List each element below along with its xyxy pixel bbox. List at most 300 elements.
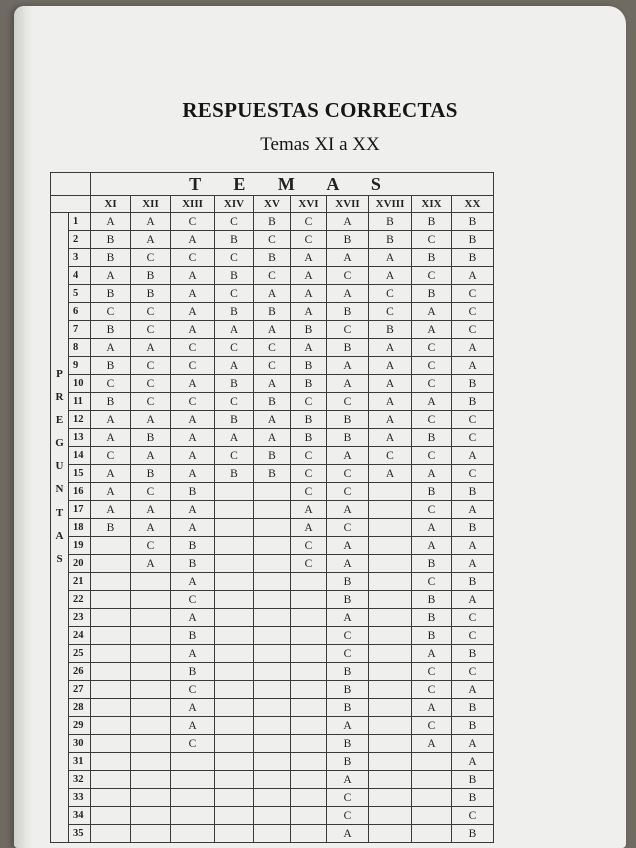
answer-cell: B	[327, 699, 369, 717]
column-header: XVII	[327, 196, 369, 213]
answer-cell	[131, 663, 171, 681]
question-number: 18	[69, 519, 91, 537]
answer-cell	[254, 771, 291, 789]
answer-cell: A	[452, 555, 494, 573]
answer-cell: B	[452, 249, 494, 267]
answer-cell	[254, 573, 291, 591]
answer-cell: C	[291, 483, 327, 501]
answer-cell	[369, 627, 412, 645]
answer-cell: A	[131, 411, 171, 429]
answer-cell: A	[327, 213, 369, 231]
answer-cell: A	[452, 501, 494, 519]
answer-cell	[291, 807, 327, 825]
answer-cell: A	[327, 555, 369, 573]
answer-cell: C	[452, 321, 494, 339]
question-number: 2	[69, 231, 91, 249]
answer-cell: B	[452, 699, 494, 717]
answer-cell: B	[327, 681, 369, 699]
answers-table	[50, 172, 494, 843]
answer-cell	[215, 609, 254, 627]
table-row	[51, 753, 494, 771]
column-header: XVIII	[369, 196, 412, 213]
answer-cell: A	[412, 735, 452, 753]
answer-cell	[131, 735, 171, 753]
answer-cell: C	[131, 303, 171, 321]
table-corner-lower	[51, 196, 91, 213]
answer-cell: A	[171, 447, 215, 465]
question-number: 26	[69, 663, 91, 681]
column-header: XI	[91, 196, 131, 213]
answer-cell	[215, 789, 254, 807]
answer-cell: A	[91, 429, 131, 447]
answer-cell: A	[171, 285, 215, 303]
answer-cell: A	[412, 393, 452, 411]
column-header: XV	[254, 196, 291, 213]
answer-cell: A	[452, 735, 494, 753]
answer-cell: A	[254, 375, 291, 393]
answer-cell: C	[452, 609, 494, 627]
answer-cell: B	[327, 411, 369, 429]
answer-cell: A	[171, 375, 215, 393]
answer-cell	[254, 699, 291, 717]
answer-cell	[131, 825, 171, 843]
answer-cell	[369, 789, 412, 807]
answer-cell	[91, 645, 131, 663]
answer-cell	[291, 645, 327, 663]
answer-cell	[215, 645, 254, 663]
answer-sheet-page	[14, 6, 626, 848]
question-number: 29	[69, 717, 91, 735]
answer-cell: B	[452, 231, 494, 249]
answer-cell: A	[131, 339, 171, 357]
question-number: 31	[69, 753, 91, 771]
answer-cell: C	[327, 393, 369, 411]
answer-cell	[369, 699, 412, 717]
answer-cell	[91, 627, 131, 645]
answer-cell: C	[327, 627, 369, 645]
answer-cell: A	[452, 267, 494, 285]
answer-cell: A	[369, 411, 412, 429]
table-row	[51, 627, 494, 645]
answer-cell: B	[291, 321, 327, 339]
answer-cell	[91, 717, 131, 735]
answer-cell	[171, 825, 215, 843]
answer-cell	[412, 789, 452, 807]
answer-cell: C	[412, 411, 452, 429]
answer-cell	[254, 807, 291, 825]
answer-cell: B	[452, 645, 494, 663]
answer-cell: A	[171, 303, 215, 321]
answer-cell: A	[171, 231, 215, 249]
answer-cell: C	[452, 627, 494, 645]
question-number: 21	[69, 573, 91, 591]
answer-cell	[291, 573, 327, 591]
side-label-letter: N	[55, 483, 64, 496]
answer-cell	[369, 573, 412, 591]
answer-cell: B	[215, 375, 254, 393]
question-number: 3	[69, 249, 91, 267]
answer-cell: C	[215, 393, 254, 411]
answer-cell: A	[412, 321, 452, 339]
side-label-letter: A	[55, 529, 64, 542]
answer-cell	[291, 681, 327, 699]
answer-cell: A	[412, 465, 452, 483]
answer-cell	[369, 753, 412, 771]
page-binding-shadow	[14, 6, 32, 848]
answer-cell: A	[91, 483, 131, 501]
answer-cell	[171, 771, 215, 789]
answer-cell	[291, 609, 327, 627]
answer-cell	[91, 609, 131, 627]
answer-cell	[215, 519, 254, 537]
answer-cell: A	[171, 717, 215, 735]
answer-cell: C	[291, 447, 327, 465]
page-title: RESPUESTAS CORRECTAS	[182, 98, 458, 122]
answer-cell: B	[254, 393, 291, 411]
table-row	[51, 825, 494, 843]
answer-cell: A	[327, 249, 369, 267]
answer-cell: B	[452, 393, 494, 411]
answer-cell: C	[327, 519, 369, 537]
answer-cell	[215, 555, 254, 573]
question-number: 15	[69, 465, 91, 483]
answer-cell	[412, 825, 452, 843]
answer-cell: B	[254, 249, 291, 267]
answer-cell	[254, 825, 291, 843]
answer-cell: A	[452, 447, 494, 465]
answer-cell: C	[291, 555, 327, 573]
answer-cell	[171, 789, 215, 807]
answer-cell: C	[412, 717, 452, 735]
answer-cell: B	[452, 375, 494, 393]
answer-cell: C	[327, 645, 369, 663]
question-number: 27	[69, 681, 91, 699]
answer-cell: C	[215, 249, 254, 267]
answer-cell	[91, 681, 131, 699]
answer-cell	[215, 717, 254, 735]
answer-cell: B	[452, 573, 494, 591]
answers-body	[51, 213, 494, 843]
answer-cell: C	[131, 249, 171, 267]
answer-cell: B	[412, 555, 452, 573]
answer-cell	[91, 699, 131, 717]
answer-cell: A	[91, 411, 131, 429]
answer-cell: B	[91, 321, 131, 339]
answer-cell: B	[291, 429, 327, 447]
answer-cell: A	[131, 213, 171, 231]
answer-cell	[215, 825, 254, 843]
question-number: 22	[69, 591, 91, 609]
answer-cell: C	[171, 339, 215, 357]
answer-cell: A	[291, 339, 327, 357]
answer-cell	[215, 501, 254, 519]
question-number: 17	[69, 501, 91, 519]
answer-cell	[215, 735, 254, 753]
table-row	[51, 339, 494, 357]
question-number: 13	[69, 429, 91, 447]
answer-cell: B	[171, 537, 215, 555]
table-row	[51, 537, 494, 555]
answer-cell	[215, 573, 254, 591]
question-number: 28	[69, 699, 91, 717]
answer-cell: A	[452, 681, 494, 699]
answer-cell: B	[171, 663, 215, 681]
answer-cell	[91, 807, 131, 825]
answer-cell: C	[412, 663, 452, 681]
table-row	[51, 267, 494, 285]
answer-cell: B	[412, 285, 452, 303]
answer-cell: A	[327, 447, 369, 465]
answer-cell	[254, 609, 291, 627]
answer-cell	[291, 735, 327, 753]
answer-cell	[254, 627, 291, 645]
answer-cell: B	[254, 447, 291, 465]
answer-cell: A	[291, 285, 327, 303]
answer-cell: A	[412, 303, 452, 321]
answer-cell	[131, 789, 171, 807]
answer-cell: C	[369, 447, 412, 465]
table-row	[51, 465, 494, 483]
answer-cell	[215, 537, 254, 555]
answer-cell: A	[452, 591, 494, 609]
answer-cell: A	[452, 537, 494, 555]
answer-cell: A	[412, 519, 452, 537]
table-row	[51, 375, 494, 393]
table-row	[51, 807, 494, 825]
answer-cell: C	[254, 267, 291, 285]
answer-cell: A	[171, 573, 215, 591]
answer-cell: A	[291, 501, 327, 519]
answer-cell: A	[131, 231, 171, 249]
question-number: 8	[69, 339, 91, 357]
answer-cell: B	[254, 303, 291, 321]
answer-cell: A	[369, 249, 412, 267]
answer-cell	[254, 753, 291, 771]
question-number: 11	[69, 393, 91, 411]
answer-cell: A	[215, 429, 254, 447]
answer-cell: A	[131, 447, 171, 465]
answer-cell: A	[171, 519, 215, 537]
question-number: 16	[69, 483, 91, 501]
answer-cell: C	[452, 303, 494, 321]
preguntas-side-label	[51, 213, 69, 843]
answer-cell	[291, 789, 327, 807]
answer-cell: C	[327, 483, 369, 501]
answer-cell: C	[291, 537, 327, 555]
answer-cell: B	[131, 267, 171, 285]
answer-cell	[291, 591, 327, 609]
answer-cell: B	[215, 303, 254, 321]
answer-cell: B	[291, 411, 327, 429]
answer-cell	[369, 771, 412, 789]
answer-cell: C	[131, 357, 171, 375]
answer-cell: C	[452, 429, 494, 447]
table-row	[51, 789, 494, 807]
answer-cell: A	[369, 357, 412, 375]
answer-cell: C	[412, 573, 452, 591]
column-header: XIII	[171, 196, 215, 213]
table-row	[51, 771, 494, 789]
answer-cell: C	[171, 591, 215, 609]
answer-cell: B	[327, 231, 369, 249]
answer-cell: C	[452, 465, 494, 483]
answer-cell	[291, 717, 327, 735]
table-row	[51, 573, 494, 591]
answer-cell: A	[327, 375, 369, 393]
answer-cell: A	[412, 645, 452, 663]
answer-cell: C	[327, 789, 369, 807]
answer-cell: B	[412, 609, 452, 627]
answer-cell	[215, 681, 254, 699]
answer-cell	[215, 627, 254, 645]
answer-cell: C	[171, 357, 215, 375]
answer-cell: C	[327, 321, 369, 339]
answer-cell: B	[412, 627, 452, 645]
answer-cell: B	[327, 735, 369, 753]
table-row	[51, 591, 494, 609]
answer-cell	[131, 807, 171, 825]
answer-cell: B	[327, 429, 369, 447]
page-subtitle: Temas XI a XX	[260, 134, 380, 155]
answer-cell: B	[412, 249, 452, 267]
answer-cell	[369, 501, 412, 519]
question-number: 9	[69, 357, 91, 375]
question-number: 35	[69, 825, 91, 843]
side-label-letter: U	[55, 460, 64, 473]
column-header: XIV	[215, 196, 254, 213]
answer-cell	[254, 681, 291, 699]
answer-cell: A	[327, 285, 369, 303]
question-number: 12	[69, 411, 91, 429]
answer-cell	[215, 663, 254, 681]
answer-cell	[215, 807, 254, 825]
answer-cell: C	[327, 465, 369, 483]
answer-cell: B	[452, 717, 494, 735]
answer-cell	[369, 681, 412, 699]
answer-cell: A	[171, 429, 215, 447]
answer-cell: C	[452, 663, 494, 681]
answer-cell	[131, 609, 171, 627]
answer-cell: C	[452, 411, 494, 429]
answer-cell: A	[369, 393, 412, 411]
answer-cell: C	[412, 267, 452, 285]
temas-header: T E M A S	[91, 173, 494, 196]
side-label-letter: G	[55, 437, 64, 450]
table-row	[51, 735, 494, 753]
answer-cell	[171, 753, 215, 771]
answer-cell: C	[254, 231, 291, 249]
answer-cell	[91, 591, 131, 609]
answer-cell: C	[171, 249, 215, 267]
answer-cell: C	[131, 375, 171, 393]
answer-cell: C	[291, 393, 327, 411]
answer-cell: C	[131, 393, 171, 411]
answer-cell	[171, 807, 215, 825]
answer-cell: C	[131, 483, 171, 501]
answer-cell: A	[327, 609, 369, 627]
answer-cell: C	[215, 285, 254, 303]
answer-cell	[291, 699, 327, 717]
answer-cell	[91, 771, 131, 789]
answer-cell: C	[412, 501, 452, 519]
answer-cell	[215, 753, 254, 771]
answer-cell: A	[327, 537, 369, 555]
answer-cell: A	[171, 411, 215, 429]
side-label-letter: R	[55, 391, 64, 404]
answer-cell	[254, 519, 291, 537]
answer-cell	[412, 771, 452, 789]
answer-cell: B	[131, 465, 171, 483]
answer-cell: A	[291, 519, 327, 537]
answer-cell: A	[254, 285, 291, 303]
column-header: XIX	[412, 196, 452, 213]
answer-cell: B	[215, 465, 254, 483]
answer-cell: A	[412, 537, 452, 555]
answer-cell: C	[131, 537, 171, 555]
answer-cell: A	[131, 519, 171, 537]
answer-cell	[131, 771, 171, 789]
table-row	[51, 483, 494, 501]
answer-cell	[291, 771, 327, 789]
answer-cell	[254, 663, 291, 681]
answer-cell	[254, 537, 291, 555]
answer-cell: A	[327, 717, 369, 735]
answer-cell	[91, 735, 131, 753]
answer-cell: A	[91, 213, 131, 231]
answer-cell: B	[452, 483, 494, 501]
answer-cell	[412, 807, 452, 825]
answer-cell: C	[412, 681, 452, 699]
answer-cell	[291, 753, 327, 771]
answer-cell	[215, 483, 254, 501]
answer-cell: B	[91, 393, 131, 411]
answer-cell: B	[369, 321, 412, 339]
answer-cell: B	[327, 339, 369, 357]
answer-cell: B	[215, 411, 254, 429]
answer-cell	[369, 519, 412, 537]
answer-cell	[254, 555, 291, 573]
table-row	[51, 699, 494, 717]
answer-cell: A	[215, 357, 254, 375]
answer-cell: A	[131, 555, 171, 573]
answer-cell: A	[327, 501, 369, 519]
answer-cell	[215, 699, 254, 717]
answer-cell: B	[291, 357, 327, 375]
answer-cell	[254, 735, 291, 753]
answer-cell: A	[291, 303, 327, 321]
answer-cell: B	[91, 285, 131, 303]
answer-cell: B	[131, 285, 171, 303]
answer-cell	[91, 573, 131, 591]
answer-cell	[254, 645, 291, 663]
answer-cell: B	[412, 591, 452, 609]
answer-cell: C	[254, 339, 291, 357]
answer-cell: A	[369, 339, 412, 357]
side-label-letter: T	[55, 506, 64, 519]
answer-cell	[215, 771, 254, 789]
answer-cell: A	[131, 501, 171, 519]
answer-cell: A	[171, 501, 215, 519]
table-row	[51, 393, 494, 411]
answer-cell: A	[171, 645, 215, 663]
table-row	[51, 501, 494, 519]
answer-cell	[369, 609, 412, 627]
answer-cell	[369, 537, 412, 555]
answer-cell: B	[171, 555, 215, 573]
answer-cell: B	[369, 213, 412, 231]
answer-cell: C	[215, 447, 254, 465]
answer-cell	[291, 627, 327, 645]
